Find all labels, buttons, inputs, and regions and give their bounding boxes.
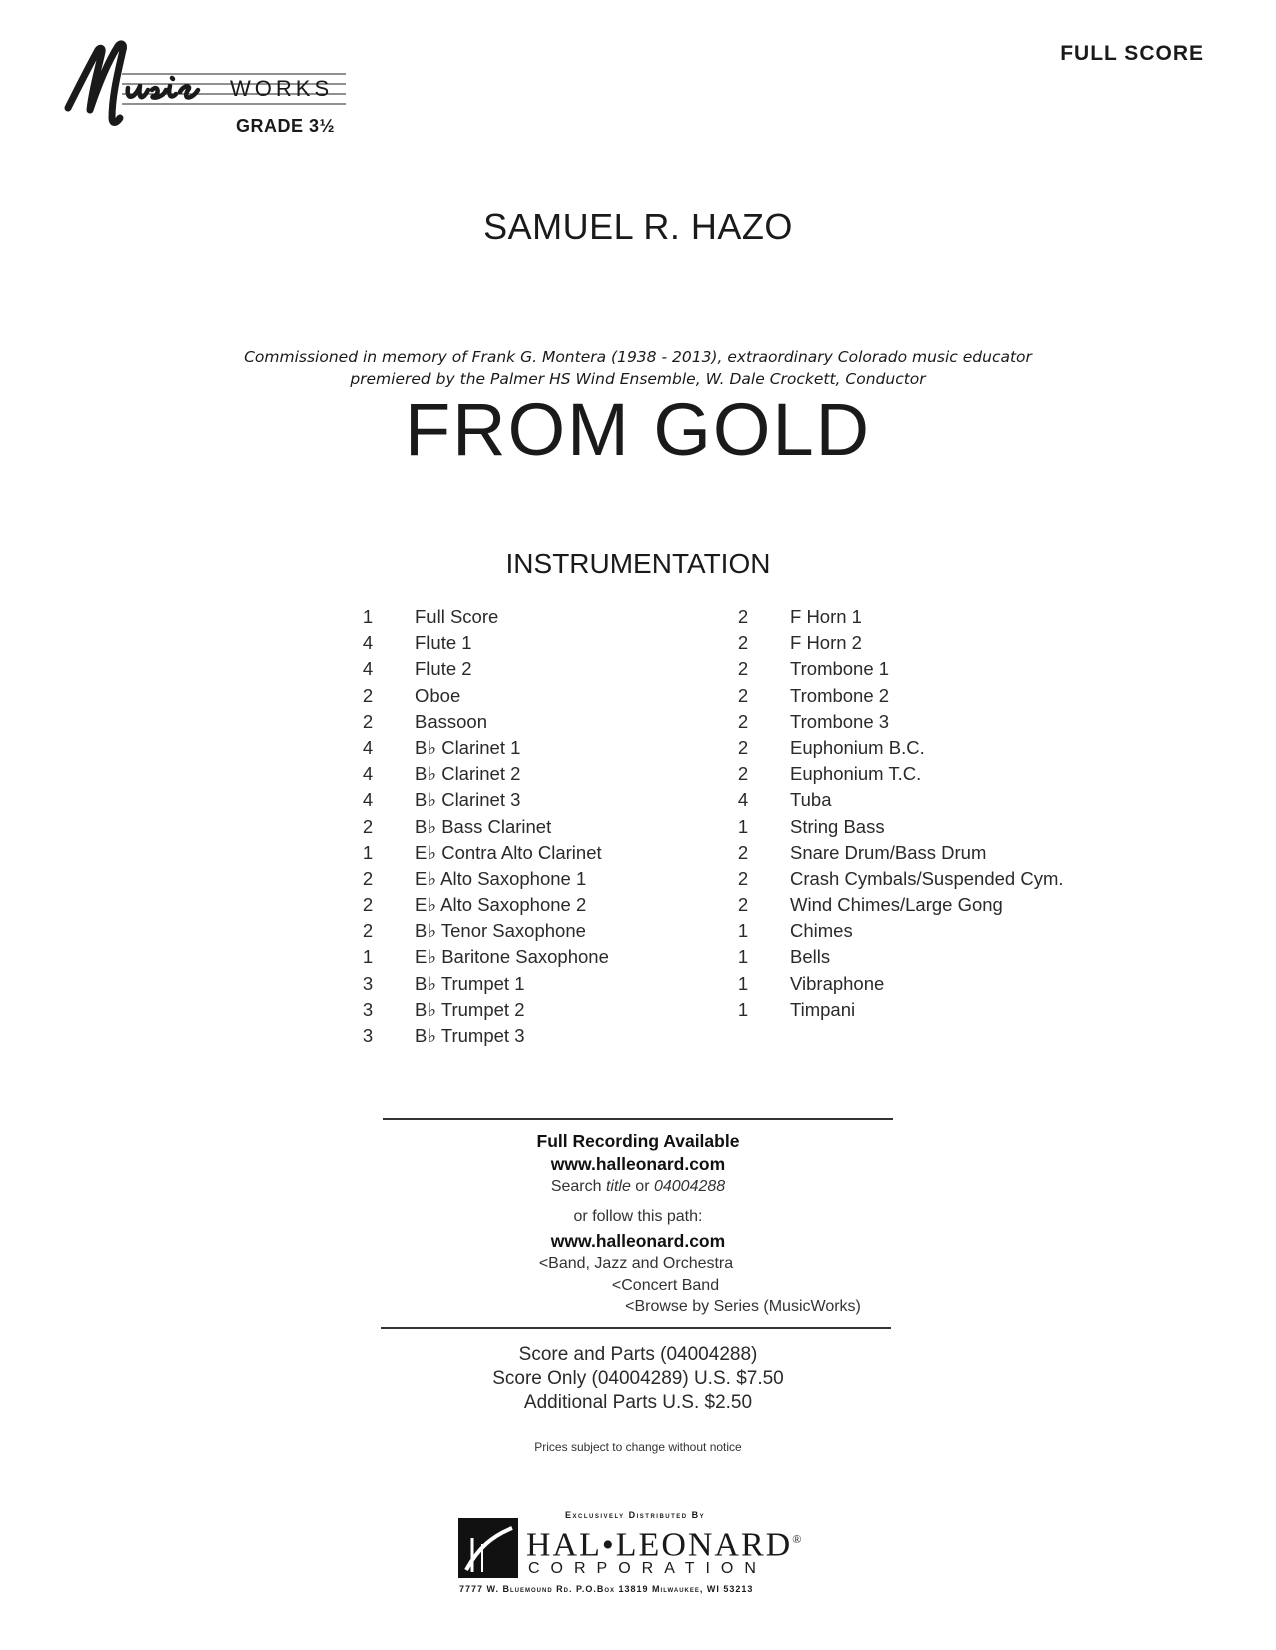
instrument-row — [358, 1023, 698, 1049]
instrument-name: Snare Drum/Bass Drum — [790, 841, 987, 863]
instrument-quantity: 1 — [737, 946, 749, 968]
instrument-row — [733, 997, 1113, 1023]
instrument-name: Wind Chimes/Large Gong — [790, 894, 1003, 916]
instrument-quantity: 1 — [737, 972, 749, 994]
instrument-row — [733, 787, 1113, 813]
publisher-name — [526, 1522, 803, 1562]
instrumentation-list-right — [733, 604, 1113, 1023]
instrument-quantity: 2 — [737, 684, 749, 706]
price-line-3: Additional Parts U.S. $2.50 — [523, 1392, 753, 1413]
search-title-word: title — [605, 1178, 631, 1195]
instrument-name: Tuba — [790, 789, 832, 811]
instrument-row — [733, 840, 1113, 866]
instrument-name: B♭ Tenor Saxophone — [415, 920, 586, 942]
search-hint — [0, 1176, 1276, 1198]
path-url[interactable]: www.halleonard.com — [550, 1231, 726, 1251]
instrument-row — [358, 866, 698, 892]
instrument-row — [358, 656, 698, 682]
instrument-name: Crash Cymbals/Suspended Cym. — [790, 867, 1064, 889]
price-line-1: Score and Parts (04004288) — [518, 1344, 758, 1365]
instrument-name: Chimes — [790, 920, 853, 942]
instrument-row — [358, 683, 698, 709]
instrument-row — [358, 944, 698, 970]
instrument-quantity: 2 — [362, 684, 374, 706]
instrument-row — [358, 814, 698, 840]
instrument-quantity: 2 — [737, 658, 749, 680]
instrument-row — [733, 761, 1113, 787]
instrument-name: Flute 1 — [415, 632, 472, 654]
path-step-2: <Concert Band — [611, 1276, 720, 1294]
instrument-row — [733, 656, 1113, 682]
instrument-quantity: 2 — [737, 710, 749, 732]
instrument-name: B♭ Clarinet 2 — [415, 763, 521, 785]
instrument-name: B♭ Trumpet 2 — [415, 998, 525, 1020]
instrument-name: E♭ Alto Saxophone 2 — [415, 894, 587, 916]
instrument-name: E♭ Contra Alto Clarinet — [415, 841, 602, 863]
instrument-quantity: 2 — [737, 736, 749, 758]
instrument-quantity: 2 — [737, 763, 749, 785]
path-step-3: <Browse by Series (MusicWorks) — [625, 1298, 861, 1315]
instrument-row — [358, 709, 698, 735]
instrument-quantity: 1 — [737, 815, 749, 837]
commission-line-1: Commissioned in memory of Frank G. Montera (1938 - 2013), extraordinary Colorado music educator — [244, 348, 1032, 366]
piece-title: FROM GOLD — [404, 388, 872, 471]
logo-works-text: WORKS — [230, 76, 334, 101]
instrument-row — [358, 787, 698, 813]
instrument-row — [733, 709, 1113, 735]
instrument-quantity: 3 — [362, 1025, 374, 1046]
publisher-address: 7777 W. Bluemound Rd. P.O.Box 13819 Milwaukee, WI 53213 — [459, 1584, 754, 1594]
instrument-row — [358, 630, 698, 656]
instrument-name: E♭ Baritone Saxophone — [415, 946, 609, 968]
instrument-row — [358, 892, 698, 918]
search-or: or — [630, 1178, 654, 1195]
divider-top — [383, 1118, 893, 1120]
instrument-row — [358, 971, 698, 997]
commission-line-2: premiered by the Palmer HS Wind Ensemble, W. Dale Crockett, Conductor — [350, 370, 926, 388]
instrument-quantity: 2 — [362, 815, 374, 837]
instrument-quantity: 2 — [737, 632, 749, 654]
instrument-row — [358, 997, 698, 1023]
instrument-row — [733, 918, 1113, 944]
composer-name: SAMUEL R. HAZO — [483, 206, 793, 247]
instrumentation-heading: INSTRUMENTATION — [505, 548, 771, 579]
recording-info — [0, 1130, 1276, 1318]
instrument-name: F Horn 1 — [790, 606, 862, 627]
instrument-name: B♭ Trumpet 1 — [415, 972, 525, 994]
instrument-quantity: 3 — [362, 972, 374, 994]
instrument-quantity: 4 — [362, 632, 374, 654]
instrument-row — [358, 918, 698, 944]
instrument-quantity: 1 — [362, 946, 374, 968]
publisher-corporation: CORPORATION — [528, 1560, 767, 1577]
instrumentation-list-left — [358, 604, 698, 1049]
instrument-quantity: 2 — [737, 867, 749, 889]
instrument-name: Trombone 1 — [790, 658, 890, 680]
instrument-row — [733, 683, 1113, 709]
instrument-name: Euphonium T.C. — [790, 763, 922, 785]
path-step-1: <Band, Jazz and Orchestra — [538, 1255, 734, 1272]
instrument-quantity: 1 — [737, 920, 749, 942]
instrument-row — [733, 892, 1113, 918]
instrument-quantity: 4 — [362, 763, 374, 785]
commission-note — [0, 346, 1276, 390]
instrument-name: Timpani — [790, 998, 856, 1020]
instrument-quantity: 2 — [362, 710, 374, 732]
publisher-name-text: HAL•LEONARD — [526, 1526, 793, 1564]
instrument-row — [358, 840, 698, 866]
instrument-row — [733, 814, 1113, 840]
instrument-quantity: 1 — [362, 841, 374, 863]
instrument-row — [733, 630, 1113, 656]
instrument-quantity: 2 — [737, 606, 749, 627]
search-number: 04004288 — [653, 1178, 726, 1195]
instrument-row — [358, 604, 698, 630]
instrument-quantity: 2 — [362, 920, 374, 942]
instrument-row — [733, 971, 1113, 997]
instrument-quantity: 2 — [362, 894, 374, 916]
divider-bottom — [381, 1327, 891, 1329]
instrument-name: Flute 2 — [415, 658, 472, 680]
instrument-name: B♭ Bass Clarinet — [415, 815, 552, 837]
instrument-quantity: 2 — [737, 894, 749, 916]
instrument-name: E♭ Alto Saxophone 1 — [415, 867, 587, 889]
instrument-name: Trombone 2 — [790, 684, 890, 706]
instrument-name: Vibraphone — [790, 972, 885, 994]
instrument-name: B♭ Clarinet 3 — [415, 789, 521, 811]
instrument-name: Bassoon — [415, 710, 487, 732]
recording-heading: Full Recording Available — [536, 1131, 740, 1151]
instrument-quantity: 1 — [737, 998, 749, 1020]
instrument-name: Full Score — [415, 606, 499, 627]
instrument-name: B♭ Clarinet 1 — [415, 736, 521, 758]
instrument-quantity: 1 — [362, 606, 374, 627]
instrument-name: B♭ Trumpet 3 — [415, 1025, 525, 1046]
registered-mark: ® — [792, 1532, 804, 1546]
hal-leonard-mark-icon — [458, 1518, 518, 1578]
pricing-info — [0, 1343, 1276, 1415]
instrument-name: Bells — [790, 946, 831, 968]
instrument-row — [733, 735, 1113, 761]
instrument-quantity: 2 — [362, 867, 374, 889]
distributed-by-label: Exclusively Distributed By — [565, 1510, 706, 1520]
recording-url[interactable]: www.halleonard.com — [550, 1154, 726, 1174]
instrument-name: Euphonium B.C. — [790, 736, 925, 758]
instrument-name: F Horn 2 — [790, 632, 862, 654]
instrument-row — [358, 761, 698, 787]
instrument-quantity: 3 — [362, 998, 374, 1020]
instrument-name: String Bass — [790, 815, 885, 837]
price-notice: Prices subject to change without notice — [534, 1440, 742, 1454]
instrument-name: Oboe — [415, 684, 461, 706]
price-line-2: Score Only (04004289) U.S. $7.50 — [492, 1368, 784, 1389]
score-type-label: FULL SCORE — [1060, 42, 1204, 65]
search-prefix: Search — [550, 1178, 606, 1195]
follow-path-label: or follow this path: — [573, 1208, 703, 1225]
instrument-quantity: 4 — [362, 789, 374, 811]
instrument-quantity: 4 — [362, 658, 374, 680]
grade-label: GRADE 3½ — [236, 116, 336, 136]
instrument-quantity: 2 — [737, 841, 749, 863]
instrument-row — [733, 866, 1113, 892]
instrument-quantity: 4 — [737, 789, 749, 811]
instrument-name: Trombone 3 — [790, 710, 890, 732]
instrument-row — [358, 735, 698, 761]
instrument-row — [733, 604, 1113, 630]
instrument-quantity: 4 — [362, 736, 374, 758]
instrument-row — [733, 944, 1113, 970]
